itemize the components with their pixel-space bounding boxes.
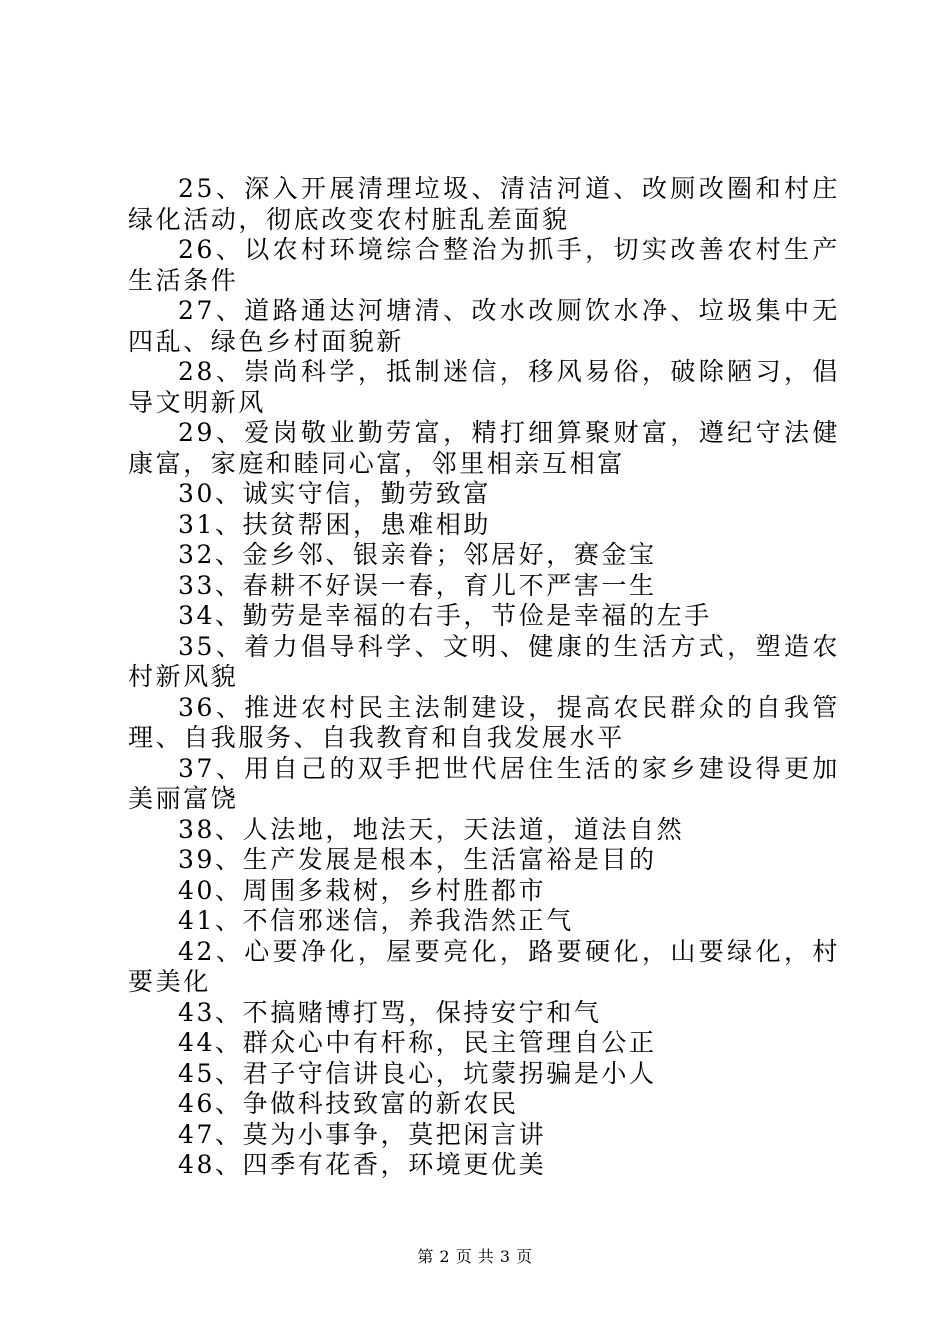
- list-item: 40、周围多栽树，乡村胜都市: [178, 875, 547, 905]
- list-item: 41、不信邪迷信，养我浩然正气: [178, 906, 574, 935]
- list-item: 35、着力倡导科学、文明、健康的生活方式，塑造农村新风貌: [128, 631, 840, 691]
- list-item: 47、莫为小事争，莫把闲言讲: [178, 1119, 547, 1149]
- list-item: 31、扶贫帮困，患难相助: [178, 509, 492, 539]
- list-item: 28、崇尚科学，抵制迷信，移风易俗，破除陋习，倡导文明新风: [128, 357, 840, 417]
- list-item: 46、争做科技致富的新农民: [178, 1089, 519, 1118]
- list-item: 44、群众心中有杆称，民主管理自公正: [178, 1028, 657, 1057]
- page-footer: 第 2 页 共 3 页: [417, 1247, 533, 1266]
- list-item: 26、以农村环境综合整治为抓手，切实改善农村生产生活条件: [128, 235, 840, 295]
- list-item: 45、君子守信讲良心，坑蒙拐骗是小人: [178, 1058, 657, 1088]
- list-item: 29、爱岗敬业勤劳富，精打细算聚财富，遵纪守法健康富，家庭和睦同心富，邻里相亲互相富: [128, 418, 840, 478]
- list-item: 48、四季有花香，环境更优美: [178, 1150, 547, 1179]
- list-item: 42、心要净化，屋要亮化，路要硬化，山要绿化，村要美化: [128, 936, 840, 996]
- list-item: 25、深入开展清理垃圾、清洁河道、改厕改圈和村庄绿化活动，彻底改变农村脏乱差面貌: [128, 174, 840, 234]
- list-item: 37、用自己的双手把世代居住生活的家乡建设得更加美丽富饶: [128, 753, 840, 813]
- list-item: 43、不搞赌博打骂，保持安宁和气: [178, 997, 602, 1027]
- list-item: 36、推进农村民主法制建设，提高农民群众的自我管理、自我服务、自我教育和自我发展水平: [128, 692, 840, 752]
- list-item: 33、春耕不好误一春，育儿不严害一生: [178, 570, 657, 600]
- list-item: 34、勤劳是幸福的右手，节俭是幸福的左手: [178, 601, 712, 630]
- list-item: 27、道路通达河塘清、改水改厕饮水净、垃圾集中无四乱、绿色乡村面貌新: [128, 296, 840, 356]
- list-item: 39、生产发展是根本，生活富裕是目的: [178, 845, 657, 874]
- list-item: 32、金乡邻、银亲眷；邻居好，赛金宝: [178, 540, 657, 569]
- list-item: 38、人法地，地法天，天法道，道法自然: [178, 814, 685, 844]
- slogan-list: [128, 174, 840, 1181]
- list-item: 30、诚实守信，勤劳致富: [178, 479, 492, 508]
